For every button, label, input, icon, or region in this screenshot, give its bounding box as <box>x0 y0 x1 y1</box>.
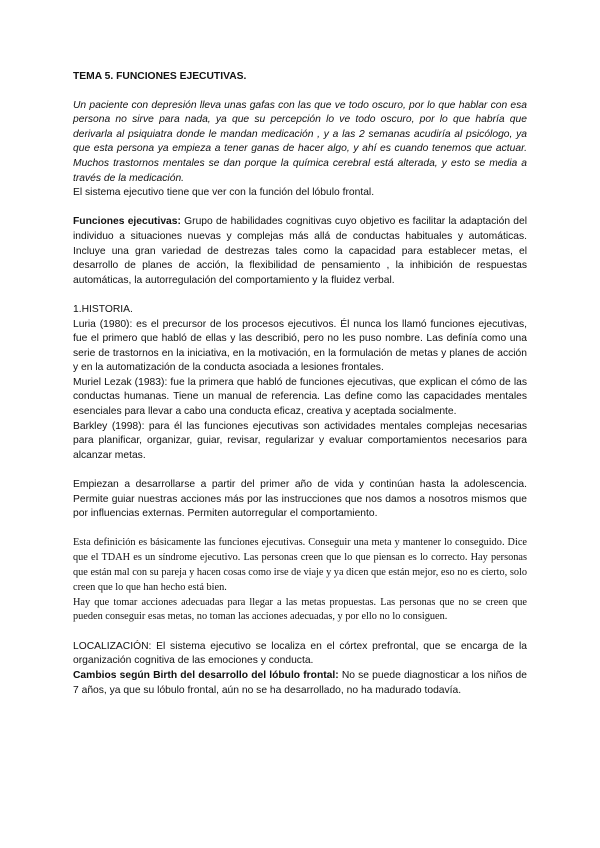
spacer <box>73 625 527 640</box>
definition-text: Grupo de habilidades cognitivas cuyo objetivo es facilitar la adaptación del individuo a situaciones nuevas y complejas más allá de conductas habituales y automáticas. Incluye una gran variedad de destrezas tales como la capacidad para establecer metas, el desarrollo de planes de acción, la flexibilidad de pensamiento , la inhibición de respuestas automáticas, la autorregulación del comportamiento y la fluidez verbal. <box>73 216 527 286</box>
history-luria: Luria (1980): es el precursor de los procesos ejecutivos. Él nunca los llamó funciones ejecutivas, fue el primero que habló de ellas y las describió, pero no les puso nombre. Las definía como una serie de trastornos en la iniciativa, en la motivación, en la formulación de metas y planes de acción y en la automatización de la conducta asociada a lesiones frontales. <box>73 318 527 374</box>
localization-paragraph: LOCALIZACIÓN: El sistema ejecutivo se localiza en el córtex prefrontal, que se encarga de la organización cognitiva de las emociones y conducta. <box>73 640 527 667</box>
history-barkley: Barkley (1998): para él las funciones ejecutivas son actividades mentales complejas necesarias para planificar, organizar, guiar, revisar, regularizar y evaluar comportamientos necesarios para alcanzar metas. <box>73 420 527 461</box>
birth-text: No se puede diagnosticar a los niños de 7 años, ya que su lóbulo frontal, aún no se ha desarrollado, no ha madurado todavía. <box>73 669 527 696</box>
history-heading: 1.HISTORIA. <box>73 303 133 315</box>
development-paragraph: Empiezan a desarrollarse a partir del primer año de vida y continúan hasta la adolescencia. Permite guiar nuestras acciones más por las instrucciones que nos damos a nosotros mismos que por influencias externas. Permiten autorregular el comportamiento. <box>73 479 527 520</box>
spacer <box>73 288 527 303</box>
spacer <box>73 522 527 537</box>
serif-note-1: Esta definición es básicamente las funciones ejecutivas. Conseguir una meta y mantener lo conseguido. Dice que el TDAH es un síndrome ejecutivo. Las personas creen que lo que piensan es lo correcto. Hay personas que están mal con su pareja y hacen cosas como irse de viaje y ya dicen que están mejor, eso no es cierto, solo creen que lo que han hecho está bien. <box>73 537 527 593</box>
spacer <box>73 201 527 216</box>
intro-italic-paragraph: Un paciente con depresión lleva unas gafas con las que ve todo oscuro, por lo que hablar con esa persona no sirve para nada, ya que su percepción lo ve todo oscuro, por lo que habría que derivarla al psiquiatra donde le mandan medicación , y a las 2 semanas acudiría al psicólogo, ya que esta persona ya empieza a tener ganas de hacer algo, y ahí es cuando tenemos que actuar. Muchos trastornos mentales se dan porque la química cerebral está alterada, y esto se media a través de la medicación. <box>73 99 527 184</box>
document-title: TEMA 5. FUNCIONES EJECUTIVAS. <box>73 71 247 82</box>
birth-paragraph <box>73 669 527 698</box>
intro-plain-sentence: El sistema ejecutivo tiene que ver con la función del lóbulo frontal. <box>73 187 375 199</box>
definition-paragraph <box>73 215 527 288</box>
history-lezak: Muriel Lezak (1983): fue la primera que habló de funciones ejecutivas, que explican el cómo de las conductas humanas. Tiene un manual de referencia. Las define como las capacidades mentales esenciales para llevar a cabo una conducta eficaz, creativa y aceptada socialmente. <box>73 376 527 418</box>
birth-term: Cambios según Birth del desarrollo del lóbulo frontal: <box>73 669 339 681</box>
spacer <box>73 463 527 478</box>
definition-term: Funciones ejecutivas: <box>73 216 181 228</box>
serif-note-2: Hay que tomar acciones adecuadas para llegar a las metas propuestas. Las personas que no se creen que pueden conseguir esas metas, no toman las acciones adecuadas, y por ello no lo consiguen. <box>73 596 527 623</box>
document-body <box>73 70 527 698</box>
